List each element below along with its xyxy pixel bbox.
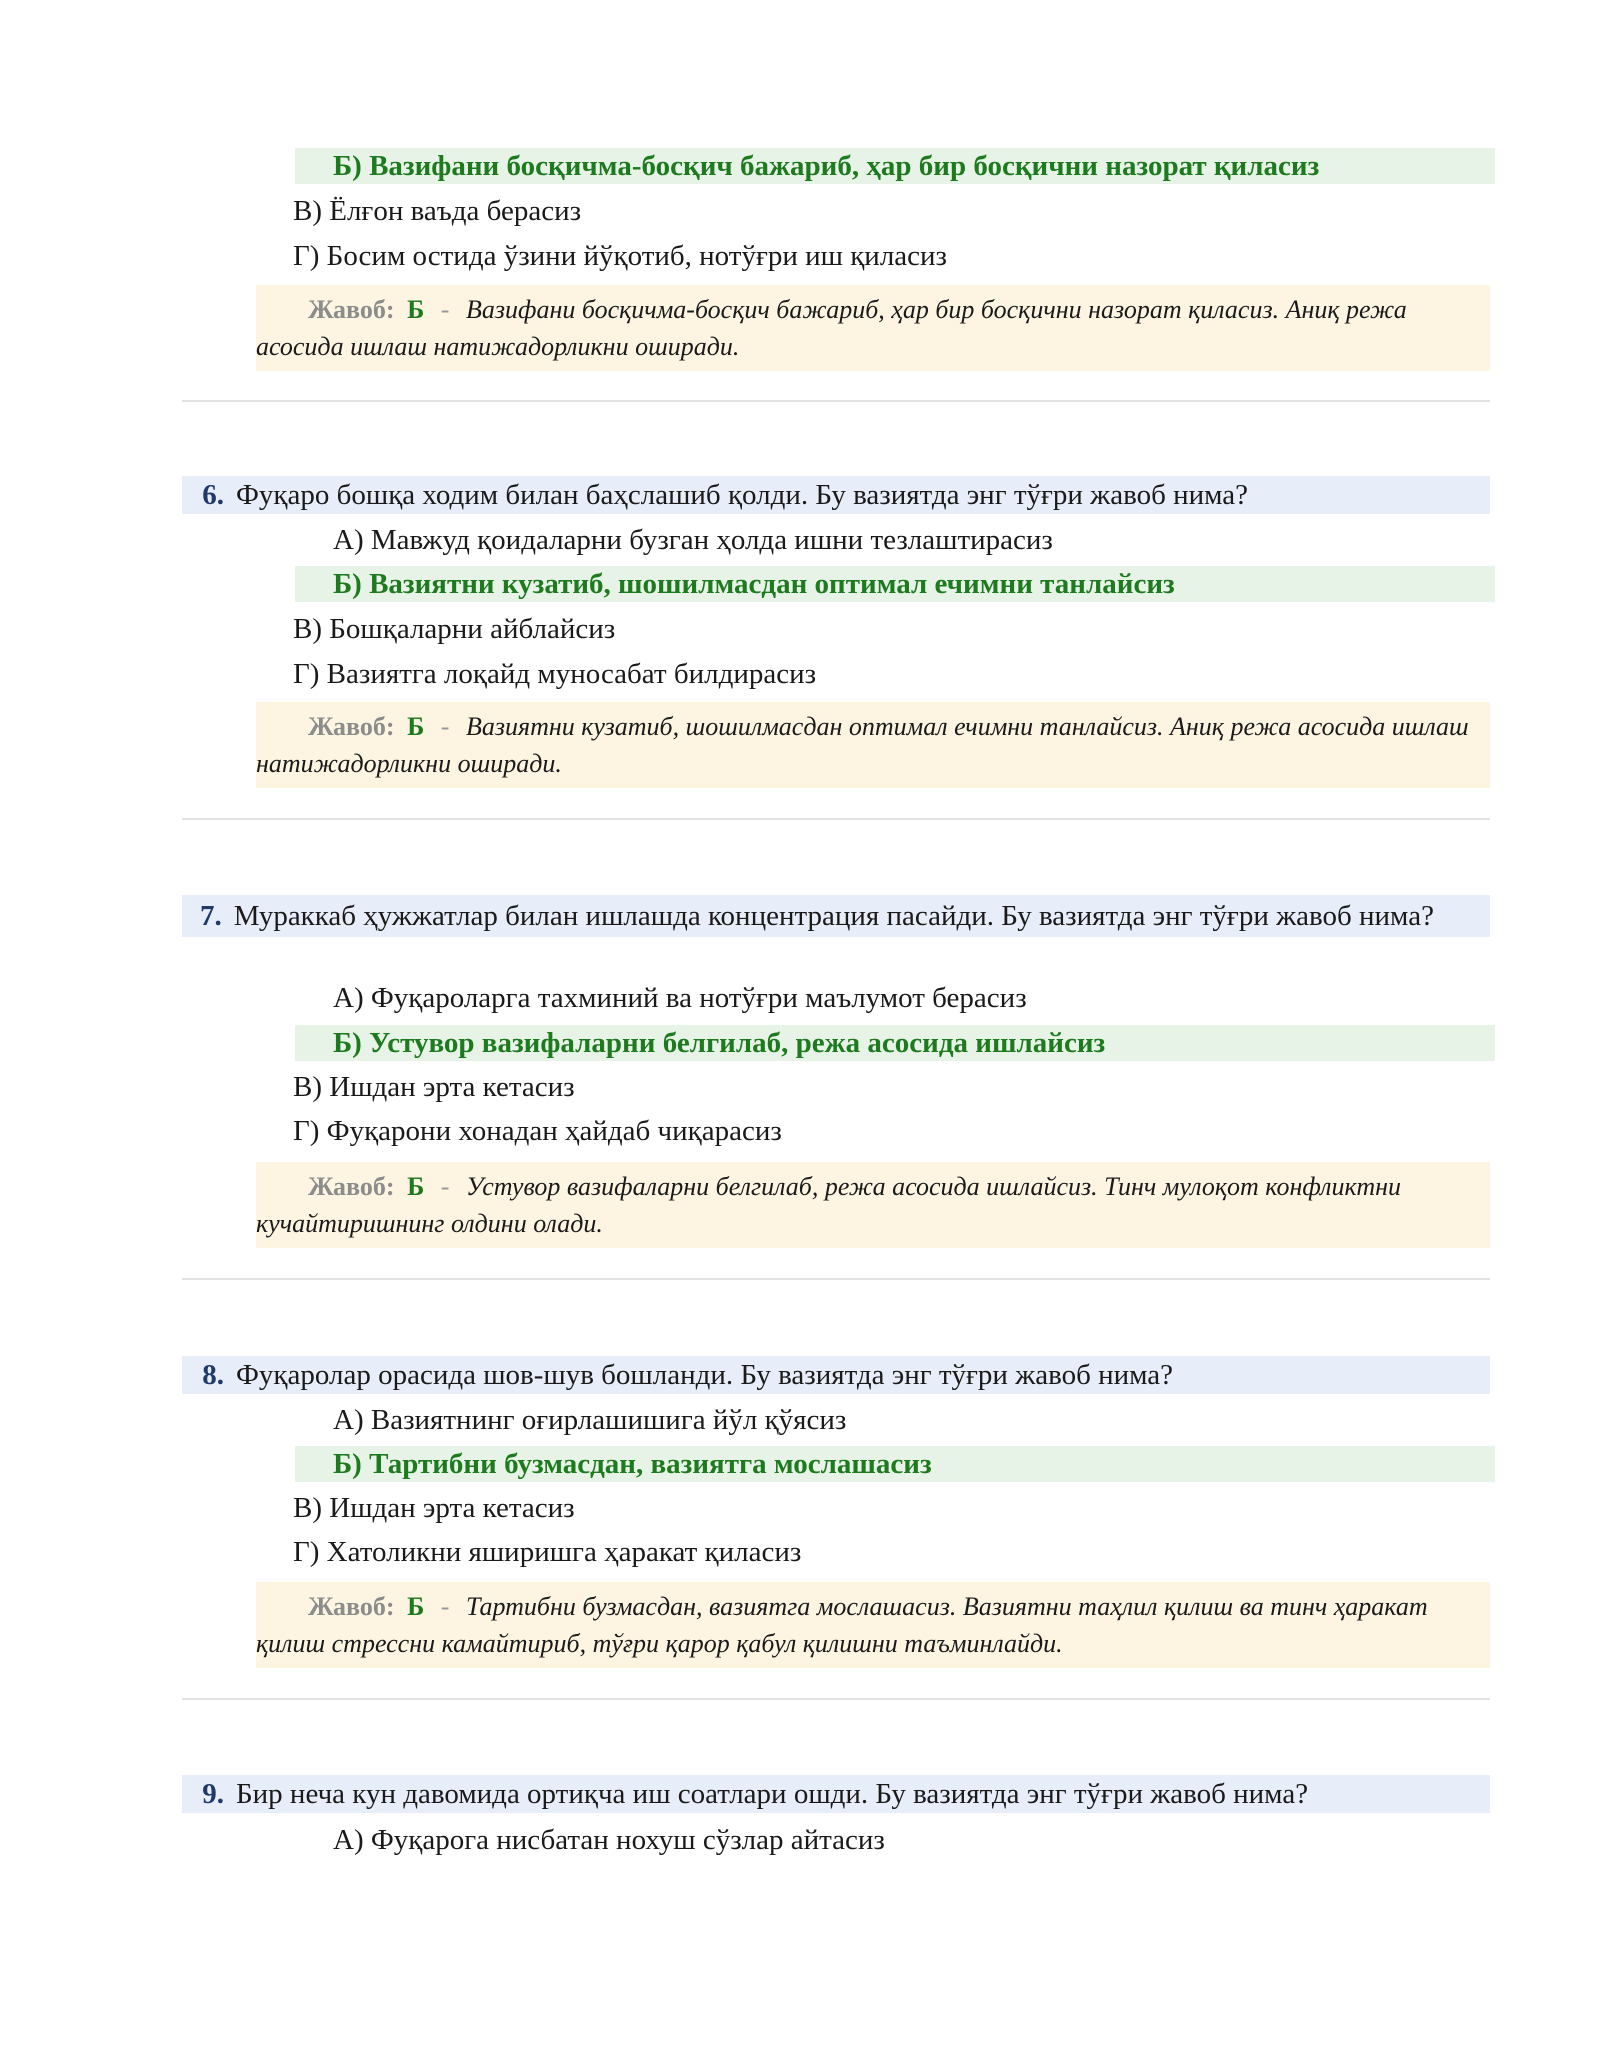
answer-label: Жавоб: — [308, 712, 395, 741]
q6-option-b-correct[interactable]: Б) Вазиятни кузатиб, шошилмасдан оптимал ечимни танлайсиз — [295, 566, 1495, 602]
q5-answer-box — [256, 285, 1490, 371]
divider — [182, 1278, 1490, 1280]
q9-question — [182, 1775, 1490, 1813]
divider — [182, 818, 1490, 820]
question-text: Фуқаролар орасида шов-шув бошланди. Бу вазиятда энг тўғри жавоб нима? — [236, 1359, 1174, 1391]
q5-option-v[interactable]: В) Ёлғон ваъда берасиз — [293, 195, 582, 227]
answer-dash: - — [440, 1592, 450, 1621]
answer-dash: - — [440, 295, 450, 324]
q7-option-b-correct[interactable]: Б) Устувор вазифаларни белгилаб, режа асосида ишлайсиз — [295, 1025, 1495, 1061]
question-text: Фуқаро бошқа ходим билан баҳслашиб қолди. Бу вазиятда энг тўғри жавоб нима? — [236, 479, 1249, 511]
q8-option-v[interactable]: В) Ишдан эрта кетасиз — [293, 1492, 575, 1524]
answer-dash: - — [440, 712, 450, 741]
answer-key: Б — [407, 712, 425, 741]
q8-option-g[interactable]: Г) Хатоликни яширишга ҳаракат қиласиз — [293, 1536, 802, 1568]
q9-option-a[interactable]: А) Фуқарога нисбатан нохуш сўзлар айтасиз — [333, 1824, 885, 1856]
q7-answer-box — [256, 1162, 1490, 1248]
q6-option-a[interactable]: А) Мавжуд қоидаларни бузган ҳолда ишни тезлаштирасиз — [333, 524, 1053, 556]
question-number: 7. — [200, 900, 222, 932]
q8-option-b-correct[interactable]: Б) Тартибни бузмасдан, вазиятга мослашасиз — [295, 1446, 1495, 1482]
answer-key: Б — [407, 295, 425, 324]
q6-question — [182, 476, 1490, 514]
answer-key: Б — [407, 1592, 425, 1621]
answer-text: Тартибни бузмасдан, вазиятга мослашасиз. Вазиятни таҳлил қилиш ва тинч ҳаракат қилиш стрессни камайтириб, тўғри қарор қабул қилишни таъминлайди. — [256, 1592, 1428, 1658]
q8-question — [182, 1356, 1490, 1394]
q5-option-g[interactable]: Г) Босим остида ўзини йўқотиб, нотўғри иш қиласиз — [293, 240, 948, 272]
divider — [182, 400, 1490, 402]
answer-text: Вазифани босқичма-босқич бажариб, ҳар бир босқични назорат қиласиз. Аниқ режа асосида ишлаш натижадорликни оширади. — [256, 295, 1407, 361]
q8-option-a[interactable]: А) Вазиятнинг оғирлашишига йўл қўясиз — [333, 1404, 847, 1436]
q5-option-b-correct[interactable]: Б) Вазифани босқичма-босқич бажариб, ҳар бир босқични назорат қиласиз — [295, 148, 1495, 184]
answer-label: Жавоб: — [308, 1172, 395, 1201]
q8-answer-box — [256, 1582, 1490, 1668]
question-number: 8. — [202, 1359, 224, 1391]
answer-text: Вазиятни кузатиб, шошилмасдан оптимал ечимни танлайсиз. Аниқ режа асосида ишлаш натижадорликни оширади. — [256, 712, 1469, 778]
answer-text: Устувор вазифаларни белгилаб, режа асосида ишлайсиз. Тинч мулоқот конфликтни кучайтиришнинг олдини олади. — [256, 1172, 1402, 1238]
q7-question — [182, 895, 1490, 937]
q6-option-v[interactable]: В) Бошқаларни айблайсиз — [293, 613, 616, 645]
q6-option-g[interactable]: Г) Вазиятга лоқайд муносабат билдирасиз — [293, 658, 817, 690]
q7-option-a[interactable]: А) Фуқароларга тахминий ва нотўғри маълумот берасиз — [333, 982, 1027, 1014]
answer-dash: - — [440, 1172, 450, 1201]
question-text: Бир неча кун давомида ортиқча иш соатлари ошди. Бу вазиятда энг тўғри жавоб нима? — [236, 1778, 1309, 1810]
answer-key: Б — [407, 1172, 425, 1201]
question-number: 9. — [202, 1778, 224, 1810]
q6-answer-box — [256, 702, 1490, 788]
q7-option-v[interactable]: В) Ишдан эрта кетасиз — [293, 1071, 575, 1103]
q7-option-g[interactable]: Г) Фуқарони хонадан ҳайдаб чиқарасиз — [293, 1115, 782, 1147]
divider — [182, 1698, 1490, 1700]
answer-label: Жавоб: — [308, 295, 395, 324]
question-text: Мураккаб ҳужжатлар билан ишлашда концентрация пасайди. Бу вазиятда энг тўғри жавоб нима? — [233, 900, 1434, 932]
answer-label: Жавоб: — [308, 1592, 395, 1621]
question-number: 6. — [202, 479, 224, 511]
